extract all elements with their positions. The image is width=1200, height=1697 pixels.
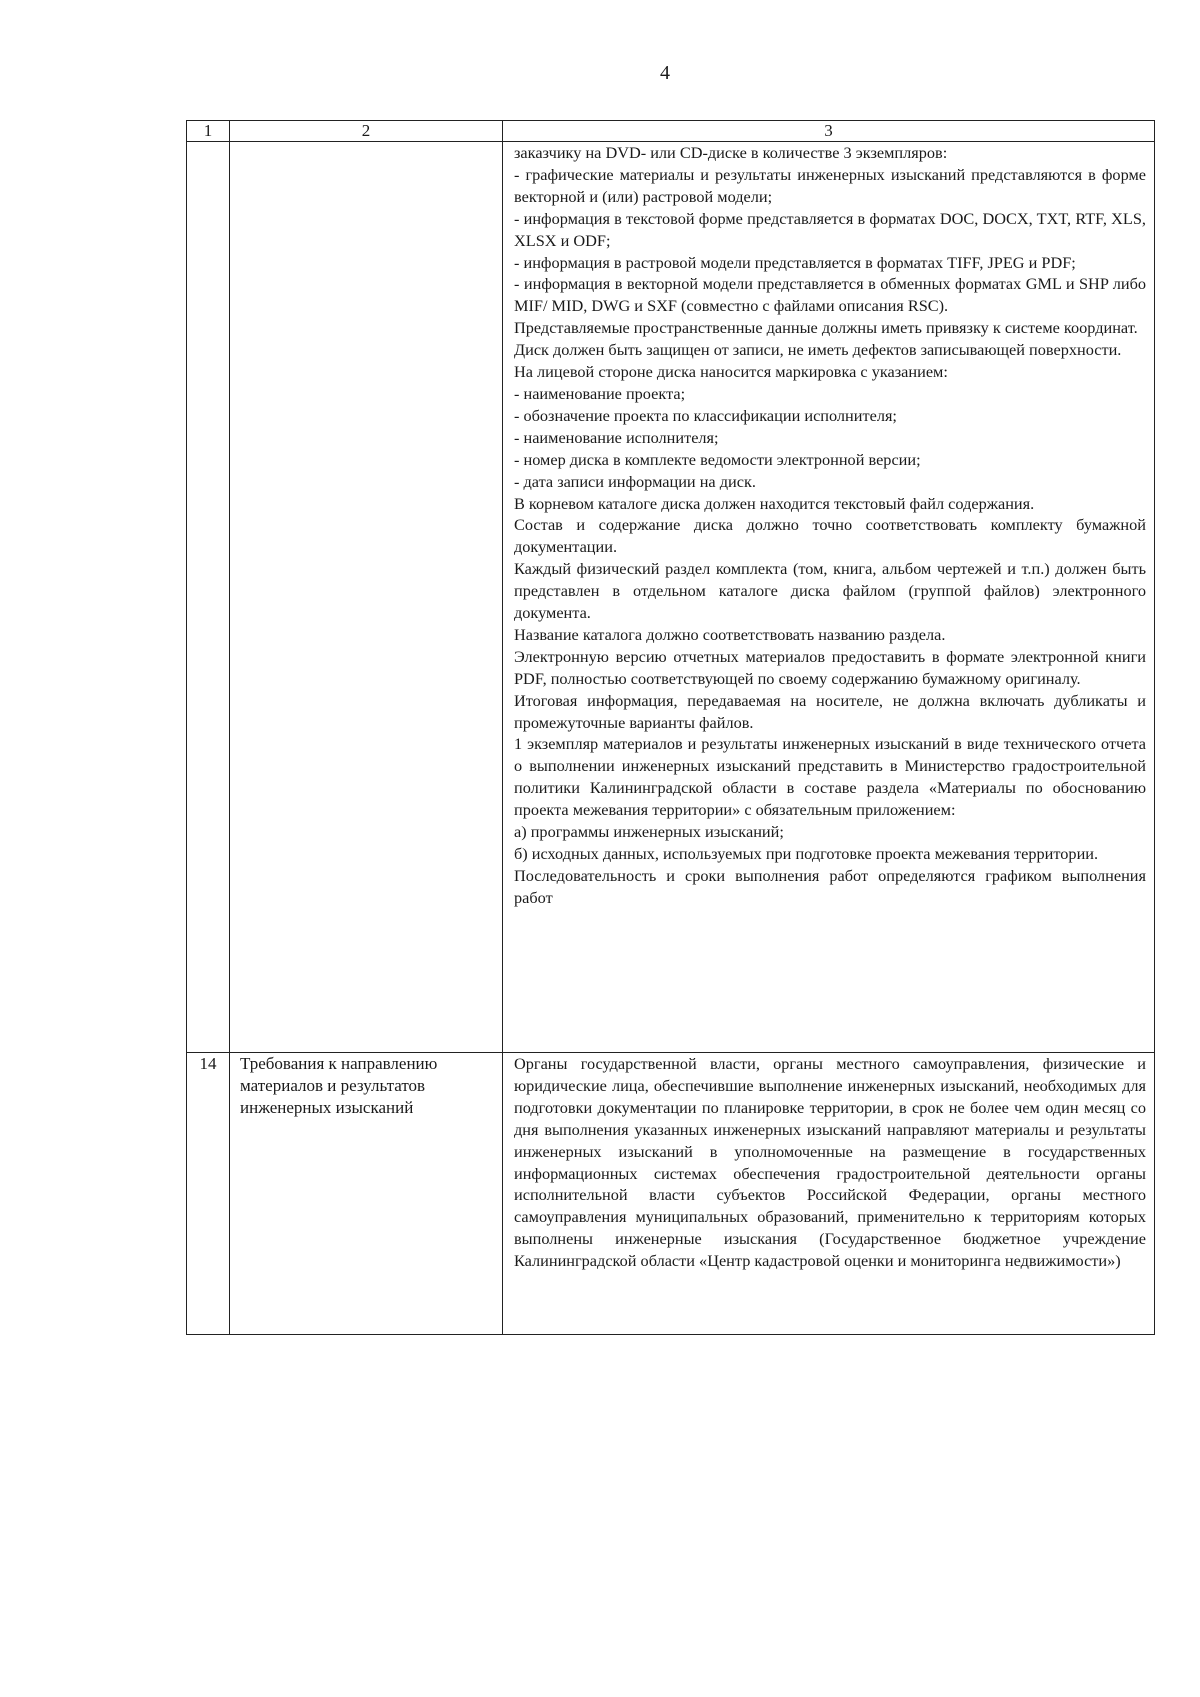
- content-paragraph: Последовательность и сроки выполнения работ определяются графиком выполнения работ: [514, 865, 1146, 907]
- content-paragraph: На лицевой стороне диска наносится маркировка с указанием:: [514, 362, 948, 382]
- content-paragraph: - наименование проекта;: [514, 383, 686, 403]
- column-header-3: 3: [503, 121, 1155, 142]
- row-content: [503, 142, 1155, 1053]
- row-label: [230, 142, 503, 1053]
- content-paragraph: заказчику на DVD- или CD-диске в количестве 3 экземпляров:: [514, 143, 948, 162]
- content-paragraph: Итоговая информация, передаваемая на носителе, не должна включать дубликаты и промежуточные варианты файлов.: [514, 690, 1146, 732]
- content-paragraph: - обозначение проекта по классификации исполнителя;: [514, 405, 897, 425]
- column-header-2: 2: [230, 121, 503, 142]
- content-paragraph: - информация в векторной модели представляется в обменных форматах GML и SHP либо MIF/ MID, DWG и SXF (совместно с файлами описания RSC).: [514, 274, 1146, 316]
- content-paragraph: - информация в растровой модели представляется в форматах TIFF, JPEG и PDF;: [514, 252, 1076, 272]
- table-row-continued: [187, 142, 1155, 1053]
- content-paragraph: - информация в текстовой форме представляется в форматах DOC, DOCX, TXT, RTF, XLS, XLSX и ODF;: [514, 208, 1146, 250]
- column-header-1: 1: [187, 121, 230, 142]
- row-content: [503, 1053, 1155, 1335]
- content-paragraph: - дата записи информации на диск.: [514, 471, 756, 491]
- content-paragraph: б) исходных данных, используемых при подготовке проекта межевания территории.: [514, 844, 1099, 863]
- content-paragraph: а) программы инженерных изысканий;: [514, 822, 784, 842]
- requirements-table: [186, 120, 1155, 1335]
- content-paragraph: Каждый физический раздел комплекта (том, книга, альбом чертежей и т.п.) должен быть представлен в отдельном каталоге диска файлом (группой файлов) электронного документа.: [514, 559, 1146, 623]
- row-label: Требования к направлению материалов и результатов инженерных изысканий: [230, 1053, 503, 1335]
- content-paragraph: - наименование исполнителя;: [514, 427, 719, 447]
- row-number: 14: [187, 1053, 230, 1335]
- content-paragraph: Органы государственной власти, органы местного самоуправления, физические и юридические лица, обеспечившие выполнение инженерных изысканий, необходимых для подготовки документации по планировке территории, в срок не более чем один месяц со дня выполнения указанных инженерных изысканий направляют материалы и результаты инженерных изысканий в уполномоченные на размещение в государственных информационных системах обеспечения градостроительной деятельности органы исполнительной власти субъектов Российской Федерации, органы местного самоуправления муниципальных образований, применительно к территориям которых выполнены инженерные изыскания (Государственное бюджетное учреждение Калининградской области «Центр кадастровой оценки и мониторинга недвижимости»): [514, 1054, 1146, 1271]
- content-paragraph: Электронную версию отчетных материалов предоставить в формате электронной книги PDF, полностью соответствующей по своему содержанию бумажному оригиналу.: [514, 646, 1146, 688]
- content-paragraph: - номер диска в комплекте ведомости электронной версии;: [514, 449, 921, 469]
- content-paragraph: Состав и содержание диска должно точно соответствовать комплекту бумажной документации.: [514, 515, 1146, 557]
- content-paragraph: 1 экземпляр материалов и результаты инженерных изысканий в виде технического отчета о выполнении инженерных изысканий представить в Министерство градостроительной политики Калининградской области в составе раздела «Материалы по обоснованию проекта межевания территории» с обязательным приложением:: [514, 734, 1146, 820]
- table-row-14: [187, 1053, 1155, 1335]
- table-header-row: [187, 121, 1155, 142]
- content-paragraph: В корневом каталоге диска должен находится текстовый файл содержания.: [514, 493, 1035, 513]
- content-paragraph: Представляемые пространственные данные должны иметь привязку к системе координат.: [514, 318, 1138, 338]
- content-paragraph: Название каталога должно соответствовать названию раздела.: [514, 624, 946, 644]
- row-number: [187, 142, 230, 1053]
- content-paragraph: - графические материалы и результаты инженерных изысканий представляются в форме векторной и (или) растровой модели;: [514, 164, 1146, 206]
- page-number: 4: [660, 62, 670, 84]
- content-paragraph: Диск должен быть защищен от записи, не иметь дефектов записывающей поверхности.: [514, 340, 1122, 360]
